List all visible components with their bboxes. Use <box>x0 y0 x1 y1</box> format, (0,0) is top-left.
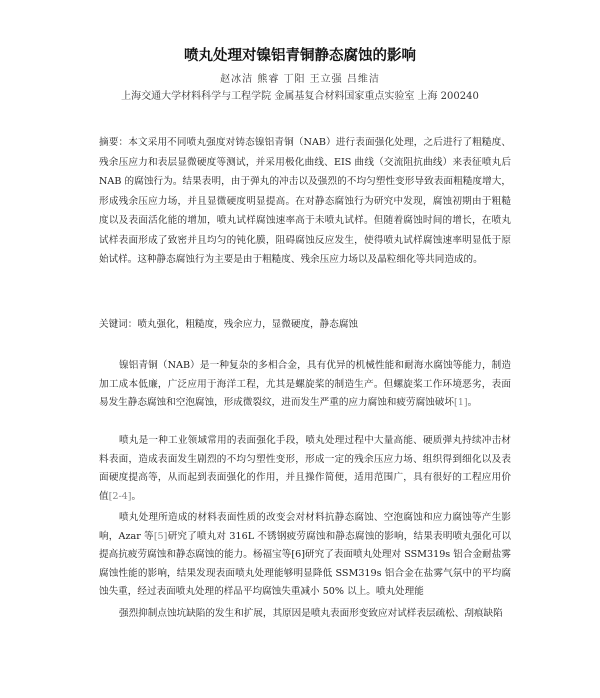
paragraph-text: 研究了喷丸对 316L 不锈钢疲劳腐蚀和静态腐蚀的影响，结果表明喷丸强化可以提高抗疲劳腐蚀和静态腐蚀的能力。杨福宝等[6]研究了表面喷丸处理对 SSM319s 铝合金耐盐雾腐蚀性能的影响，结果发现表面喷丸处理能够明显降低 SSM319s 铝合金在盐雾气氛中的平均腐蚀失重，经过表面喷丸处理的样品平均腐蚀失重减小 50% 以上。喷丸处理能 <box>99 530 512 598</box>
paragraph-text: 。 <box>131 490 142 502</box>
body-paragraph-1 <box>99 357 511 413</box>
body-paragraph-3 <box>99 509 511 602</box>
paragraph-text: 喷丸是一种工业领域常用的表面强化手段，喷丸处理过程中大量高能、硬质弹丸持续冲击材料表面，造成表面发生剧烈的不均匀塑性变形，形成一定的残余压应力场、组织得到细化以及表面硬度提高等，从而起到表面强化的作用，并且操作简便，适用范围广，具有很好的工程应用价值 <box>99 435 511 502</box>
citation: [1] <box>453 397 468 409</box>
paper-title: 喷丸处理对镍铝青铜静态腐蚀的影响 <box>184 48 416 64</box>
keywords: 关键词：喷丸强化，粗糙度，残余应力，显微硬度，静态腐蚀 <box>99 319 359 330</box>
paragraph-text: 喷丸处理所造成的材料表面性质的改变会对材料抗静态腐蚀、空泡腐蚀和应力腐蚀等产生影响，Azar 等 <box>99 512 511 542</box>
paragraph-text: 强烈抑制点蚀坑缺陷的发生和扩展，其原因是喷丸表面形变致应对试样表层疏松、刮痕缺陷 <box>119 608 503 619</box>
abstract: 摘要：本文采用不同喷丸强度对铸态镍铝青铜（NAB）进行表面强化处理，之后进行了粗糙度、残余压应力和表层显微硬度等测试，并采用极化曲线、EIS 曲线（交流阻抗曲线）来表征喷丸后 NAB 的腐蚀行为。结果表明，由于弹丸的冲击以及强烈的不均匀塑性变形导致表面粗糙度增大，形成残余压应力场，并且显微硬度明显提高。在对静态腐蚀行为研究中发现，腐蚀初期由于粗糙度以及表面活化能的增加，喷丸试样腐蚀速率高于未喷丸试样。但随着腐蚀时间的增长，在喷丸试样表面形成了致密并且均匀的钝化膜，阻碍腐蚀反应发生，使得喷丸试样腐蚀速率明显低于原始试样。这种静态腐蚀行为主要是由于粗糙度、残余压应力场以及晶粒细化等共同造成的。 <box>99 137 511 265</box>
citation: [5] <box>153 530 168 542</box>
paragraph-text: 镍铝青铜（NAB）是一种复杂的多相合金，具有优异的机械性能和耐海水腐蚀等能力，制造加工成本低廉，广泛应用于海洋工程，尤其是螺旋桨的制造生产。但螺旋桨工作环境恶劣，表面易发生静态腐蚀和空泡腐蚀，形成微裂纹，进而发生严重的应力腐蚀和疲劳腐蚀破坏 <box>99 360 511 409</box>
body-paragraph-2 <box>99 432 511 506</box>
author-list: 赵冰洁 熊睿 丁阳 王立强 吕维洁 <box>220 74 380 85</box>
affiliation: 上海交通大学材料科学与工程学院 金属基复合材料国家重点实验室 上海 200240 <box>121 91 479 102</box>
paragraph-text: 。 <box>467 397 478 409</box>
citation: [2-4] <box>108 490 132 502</box>
body-paragraph-4 <box>99 605 511 624</box>
